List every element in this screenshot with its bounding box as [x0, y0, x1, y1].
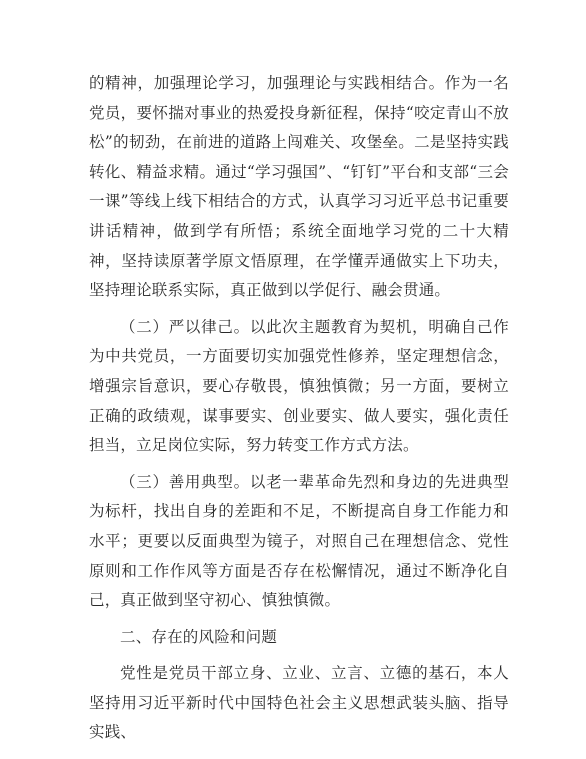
body-paragraph-party-spirit: 党性是党员干部立身、立业、立言、立德的基石，本人坚持用习近平新时代中国特色社会主义思想武装头脑、指导实践、: [89, 664, 509, 742]
body-paragraph-self-discipline: （二）严以律己。以此次主题教育为契机，明确自己作为中共党员，一方面要切实加强党性修养，坚定理想信念，增强宗旨意识，要心存敬畏，慎独慎微；另一方面，要树立正确的政绩观，谋事要实、创业要实、做人要实，强化责任担当，立足岗位实际，努力转变工作方式方法。: [89, 317, 509, 455]
document-body: [89, 69, 509, 748]
body-paragraph-role-models: （三）善用典型。以老一辈革命先烈和身边的先进典型为标杆，找出自身的差距和不足，不断提高自身工作能力和水平；更要以反面典型为镜子，对照自己在理想信念、党性原则和工作作风等方面是否存在松懈情况，通过不断净化自己，真正做到坚守初心、慎独慎微。: [89, 472, 509, 610]
body-paragraph-continuation: 的精神，加强理论学习，加强理论与实践相结合。作为一名党员，要怀揣对事业的热爱投身新征程，保持“咬定青山不放松”的韧劲，在前进的道路上闯难关、攻堡垒。二是坚持实践转化、精益求精。通过“学习强国”、“钉钉”平台和支部“三会一课”等线上线下相结合的方式，认真学习习近平总书记重要讲话精神，做到学有所悟；系统全面地学习党的二十大精神，坚持读原著学原文悟原理，在学懂弄通做实上下功夫，坚持理论联系实际，真正做到以学促行、融会贯通。: [89, 74, 509, 300]
section-heading-risks-problems: 二、存在的风险和问题: [120, 627, 278, 646]
